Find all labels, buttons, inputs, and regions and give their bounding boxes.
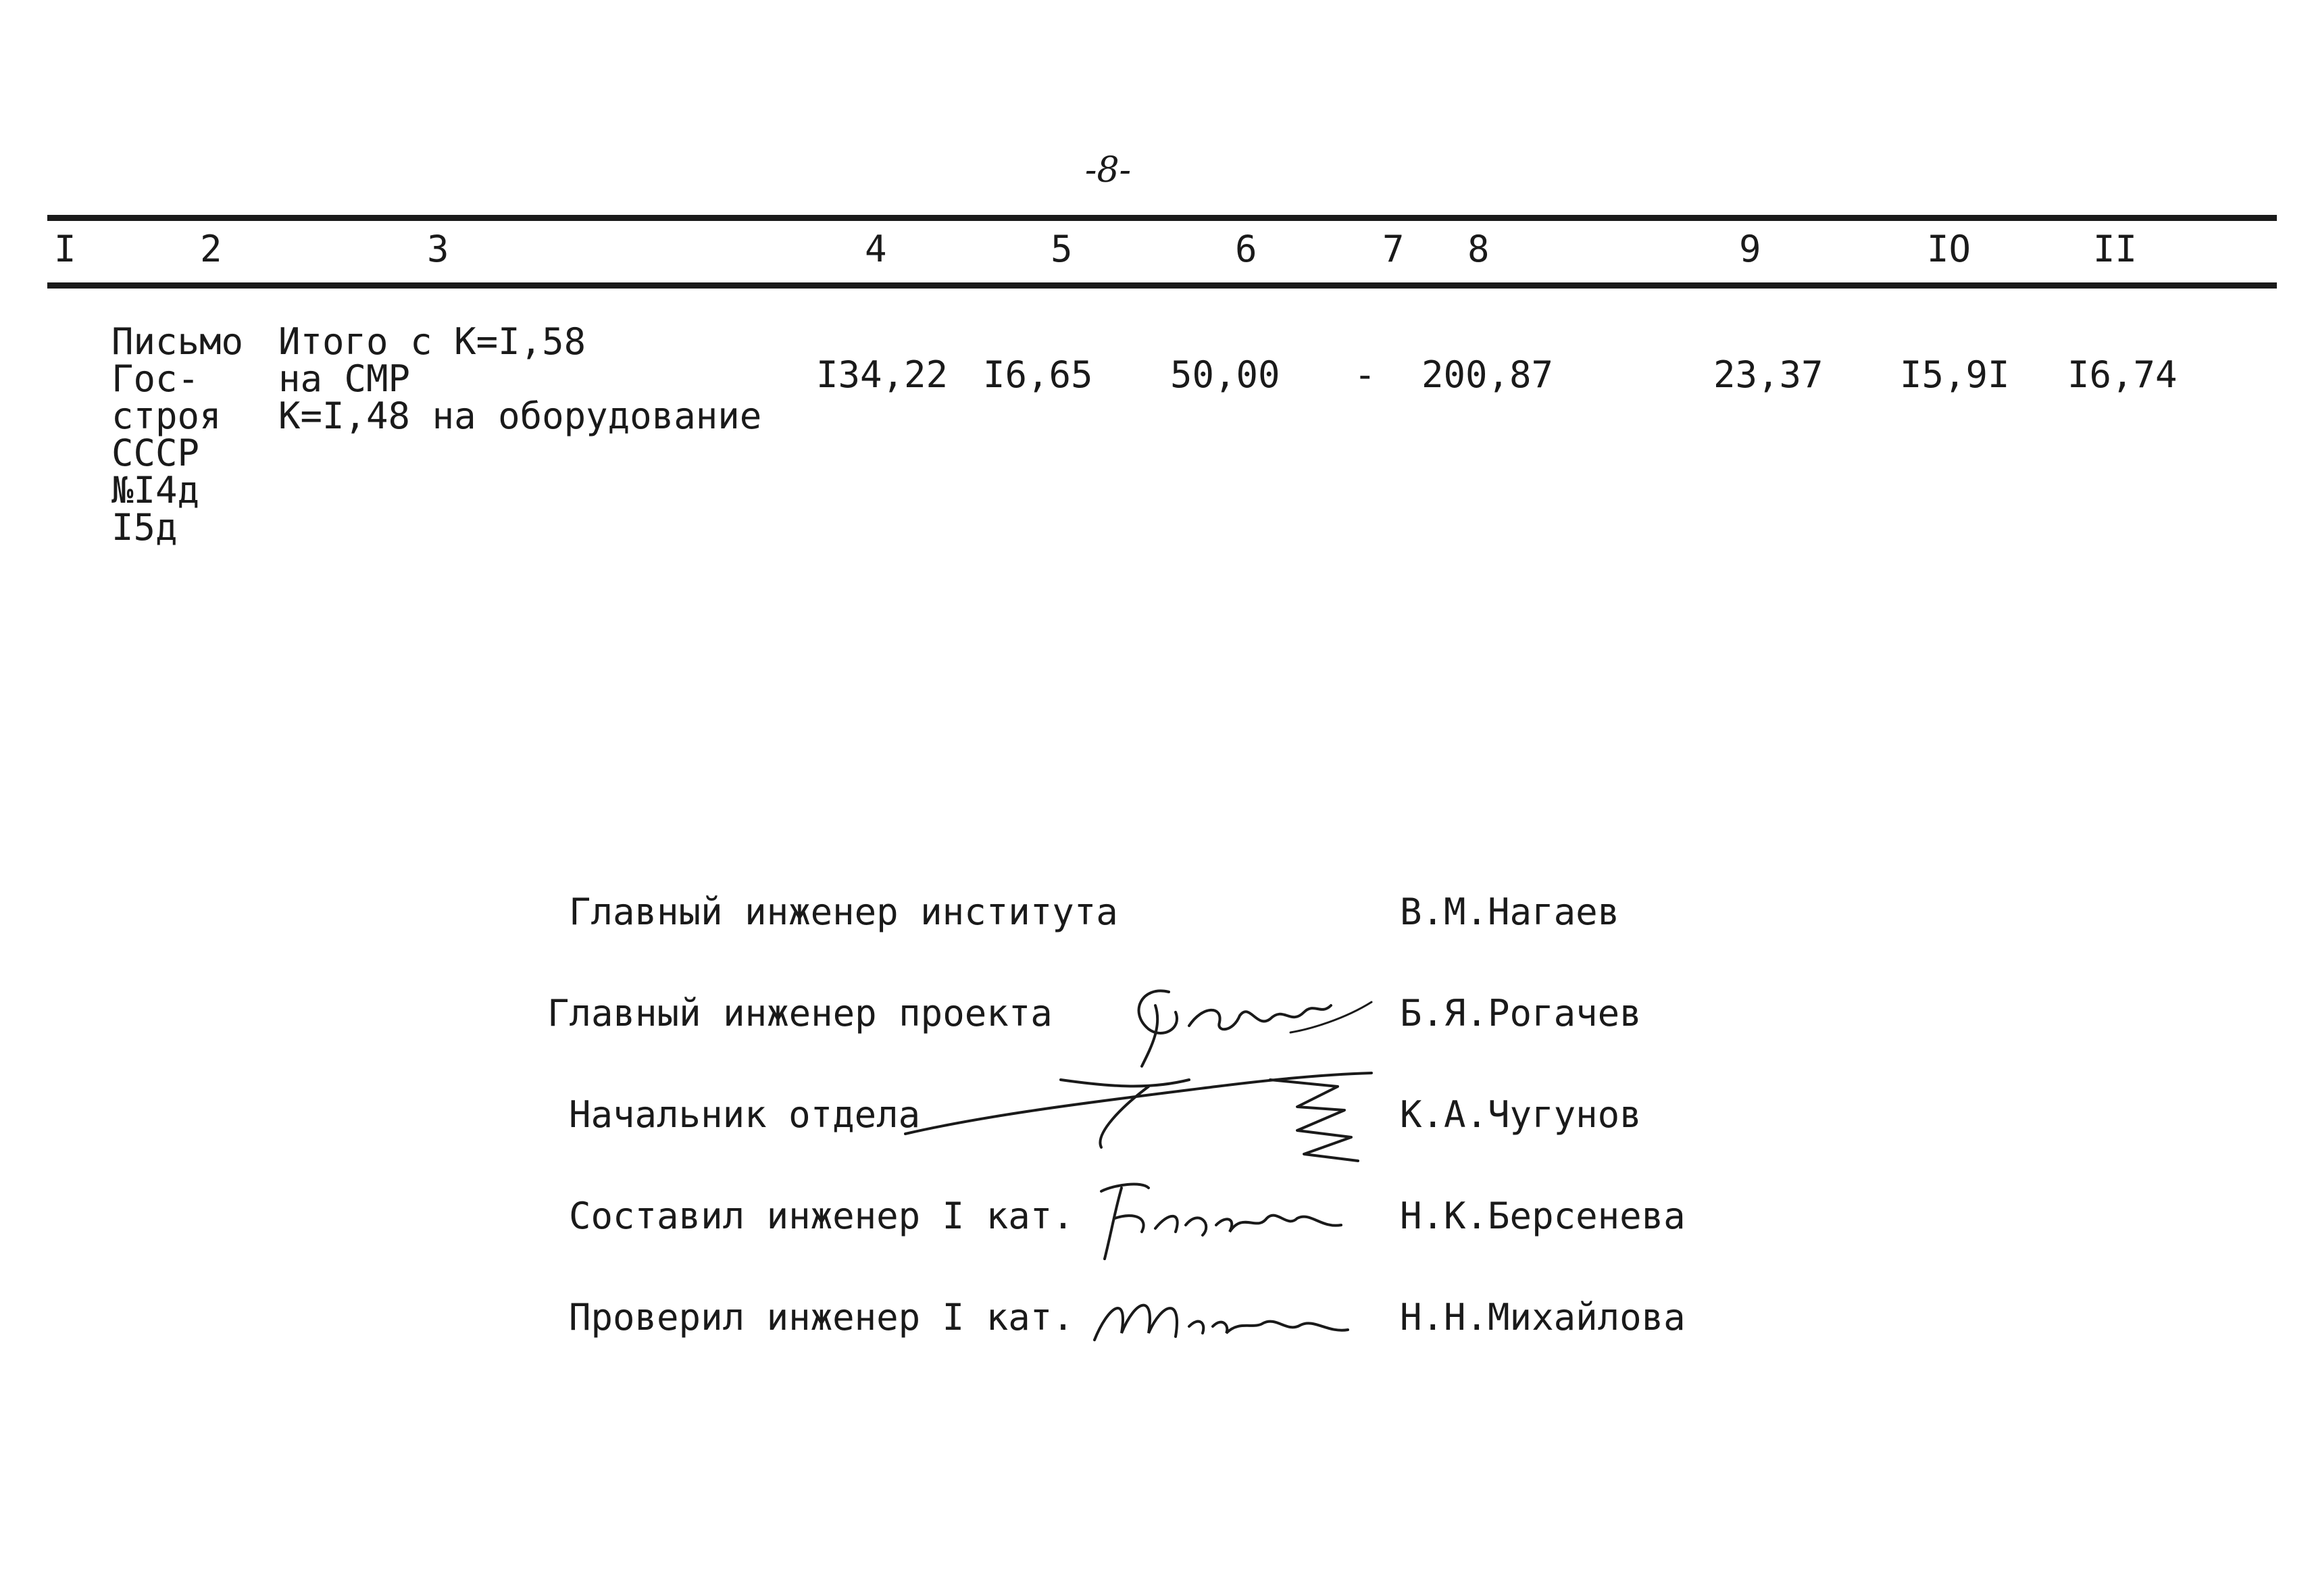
description-line: К=I,48 на оборудование: [278, 395, 762, 437]
handwritten-signature: [1081, 1266, 1365, 1367]
value-col-6: 50,00: [1170, 353, 1280, 396]
value-col-4: I34,22: [816, 353, 949, 396]
column-header-1: I: [54, 228, 76, 270]
source-line: №I4д: [111, 469, 200, 512]
signature-row: [0, 1087, 2314, 1147]
table-top-rule: [47, 215, 2277, 221]
source-line: Письмо: [111, 320, 244, 363]
handwritten-signature: [1074, 1164, 1358, 1266]
source-line: Гос-: [111, 357, 200, 400]
column-header-10: IO: [1927, 228, 1971, 270]
value-col-5: I6,65: [983, 353, 1093, 396]
signature-row: [0, 985, 2314, 1046]
handwritten-signature: [892, 1059, 1405, 1174]
source-cell: [111, 320, 244, 549]
signature-row: [0, 1188, 2314, 1249]
page-number: -8-: [1084, 150, 1132, 191]
signature-name: Н.К.Берсенева: [1400, 1195, 1686, 1237]
handwritten-signature: [1088, 965, 1385, 1073]
description-line: на СМР: [278, 357, 411, 400]
column-header-4: 4: [865, 228, 887, 270]
source-line: строя: [111, 395, 222, 437]
column-header-9: 9: [1739, 228, 1761, 270]
column-header-7: 7: [1382, 228, 1405, 270]
value-col-7: -: [1354, 353, 1376, 396]
column-header-6: 6: [1235, 228, 1257, 270]
signature-name: В.М.Нагаев: [1400, 891, 1620, 933]
signature-role: Главный инженер проекта: [547, 992, 1053, 1034]
signature-row: [0, 884, 2314, 945]
signature-role: Составил инженер I кат.: [569, 1195, 1074, 1237]
value-col-10: I5,9I: [1900, 353, 2010, 396]
column-header-8: 8: [1467, 228, 1490, 270]
signature-row: [0, 1289, 2314, 1350]
value-col-11: I6,74: [2067, 353, 2178, 396]
description-cell: [278, 320, 762, 437]
column-header-2: 2: [200, 228, 222, 270]
column-header-3: 3: [427, 228, 449, 270]
value-col-9: 23,37: [1713, 353, 1823, 396]
column-header-11: II: [2093, 228, 2138, 270]
column-header-5: 5: [1051, 228, 1073, 270]
signature-role: Начальник отдела: [569, 1093, 921, 1136]
signature-name: К.А.Чугунов: [1400, 1093, 1642, 1136]
description-line: Итого с К=I,58: [278, 320, 586, 363]
signature-name: Б.Я.Рогачев: [1400, 992, 1642, 1034]
table-header-rule: [47, 282, 2277, 289]
value-col-8: 200,87: [1422, 353, 1554, 396]
signature-role: Главный инженер института: [569, 891, 1118, 933]
signature-name: Н.Н.Михайлова: [1400, 1296, 1686, 1339]
source-line: I5д: [111, 506, 178, 549]
source-line: СССР: [111, 432, 200, 474]
signature-role: Проверил инженер I кат.: [569, 1296, 1074, 1339]
